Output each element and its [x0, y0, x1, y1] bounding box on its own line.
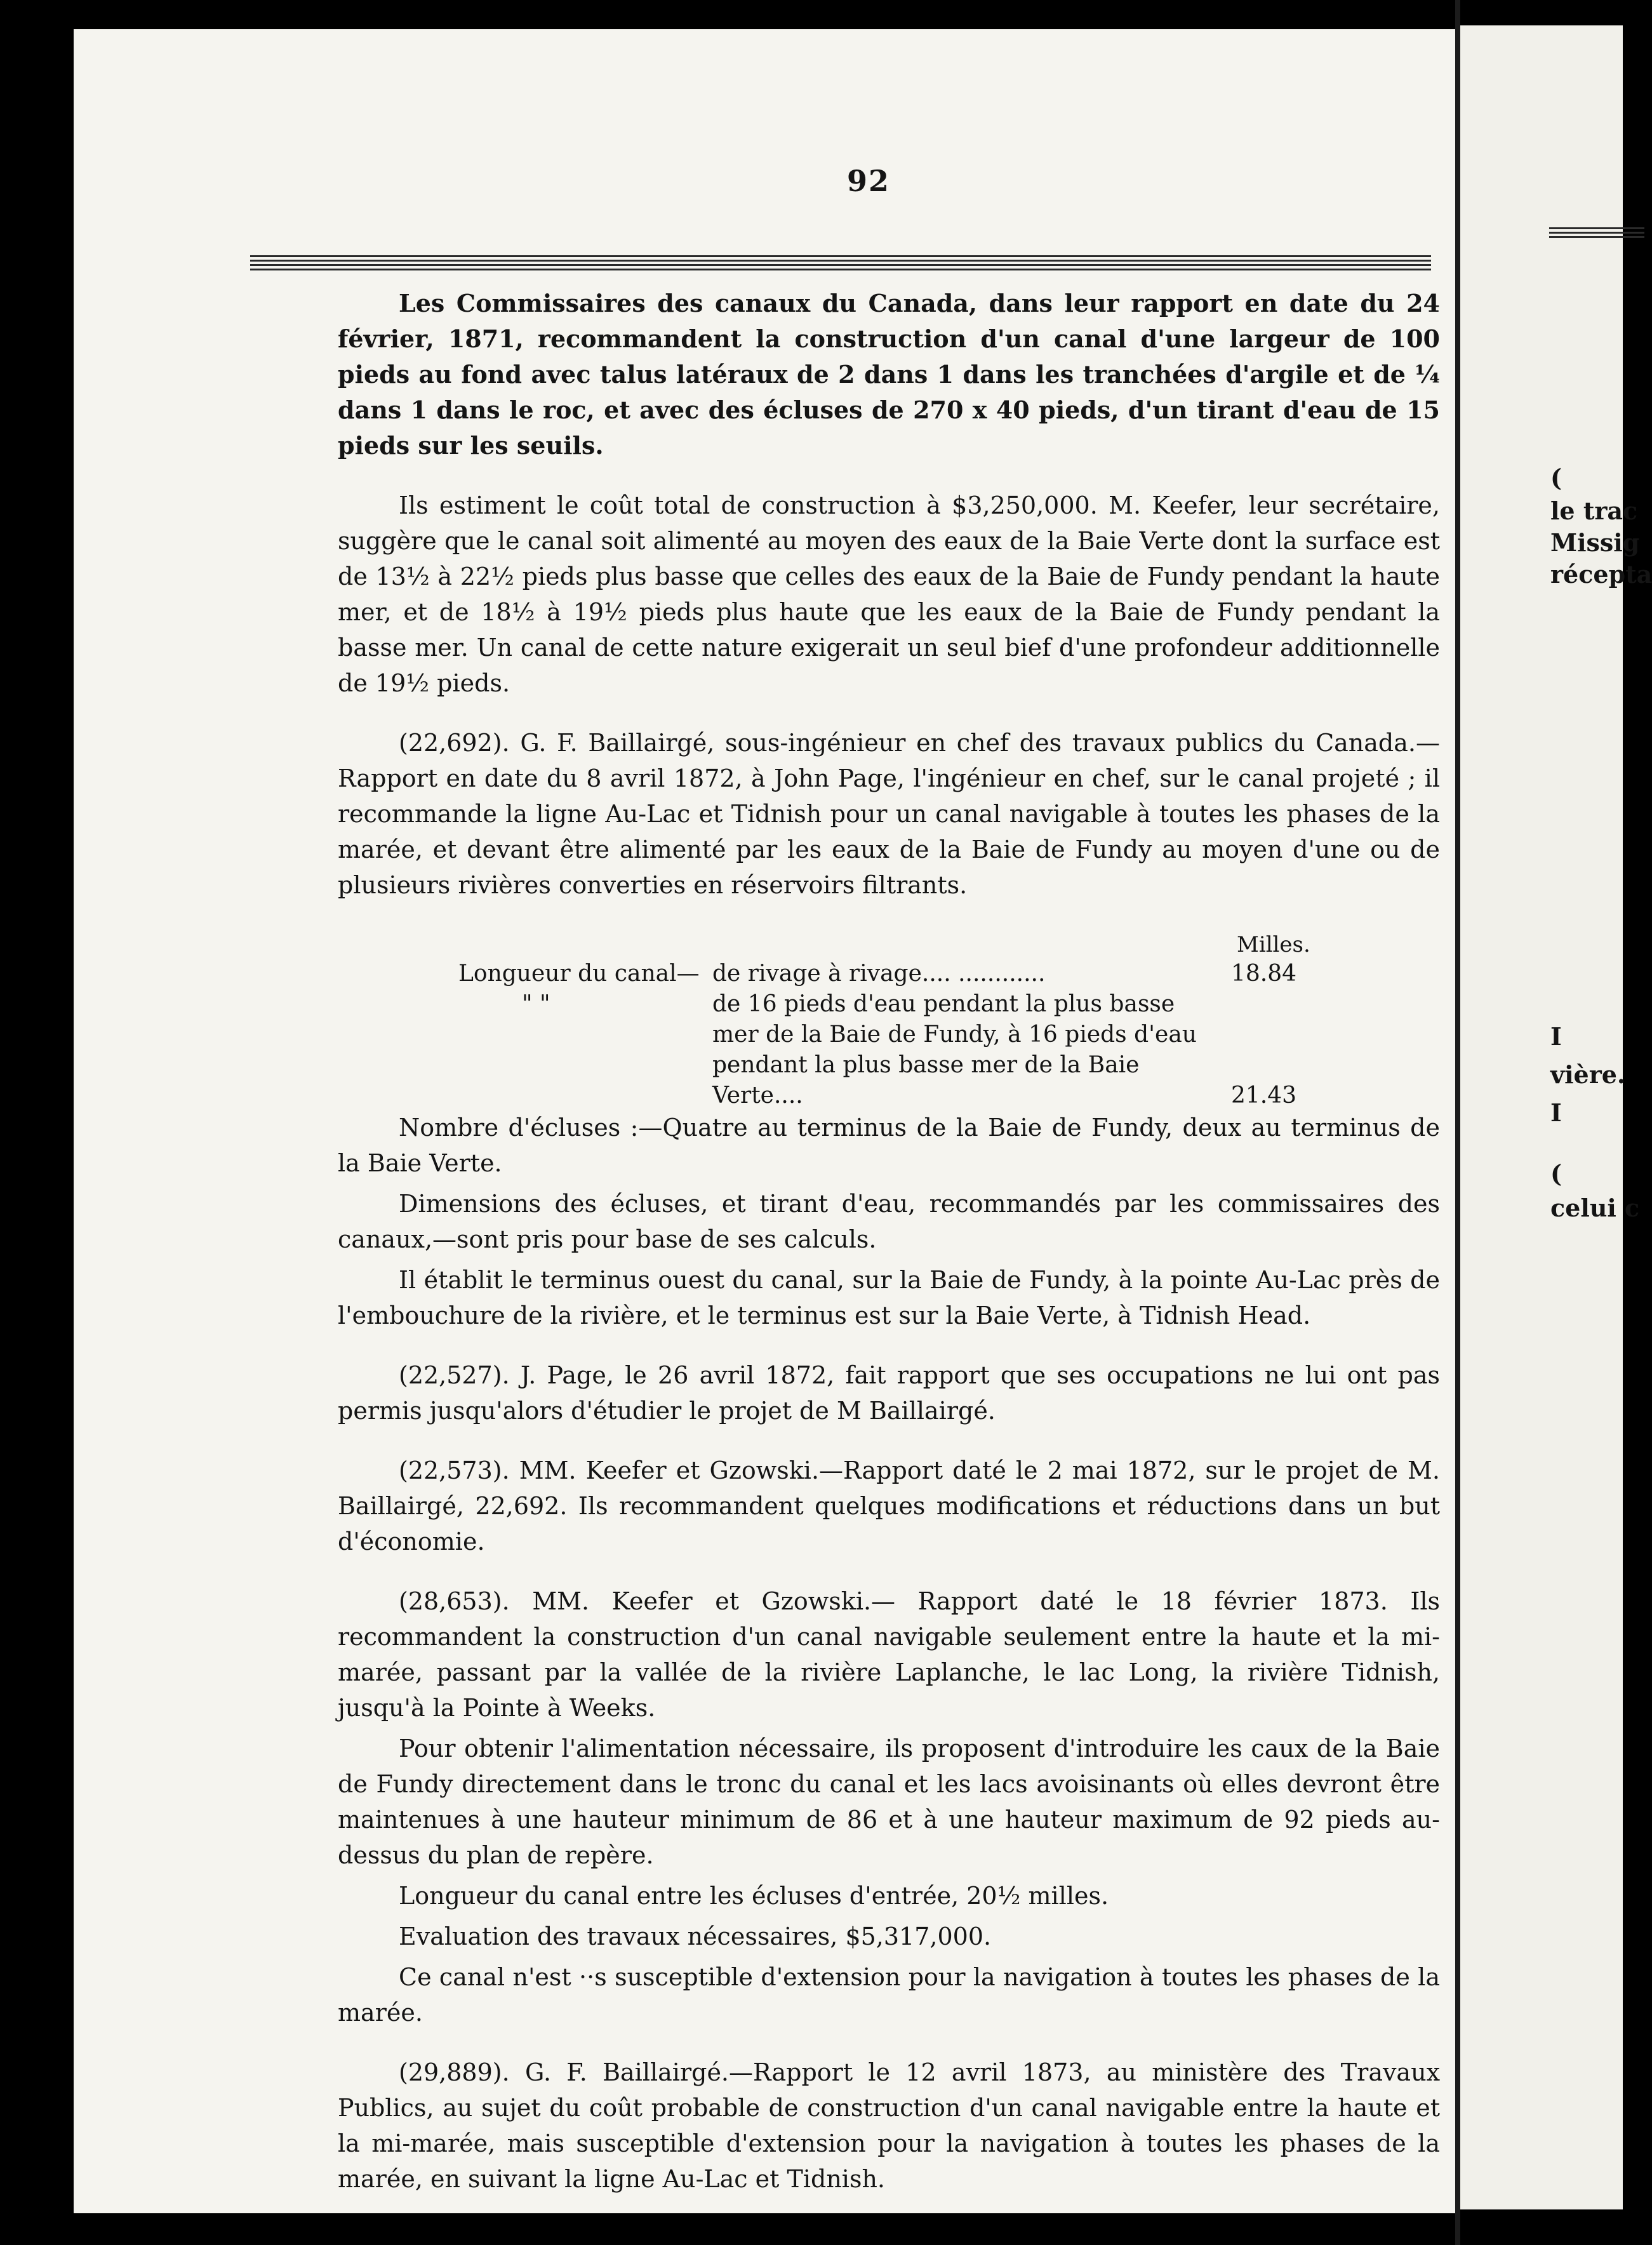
- ditto-marks: " ": [522, 991, 550, 1017]
- paragraph-keefer-22573: (22,573). MM. Keefer et Gzowski.—Rapport daté le 2 mai 1872, sur le projet de M. Baillairgé, 22,692. Ils recommandent quelques modifications et réductions dans un but d'économie.: [338, 1456, 1440, 1556]
- paragraph-baillairge-29889: (29,889). G. F. Baillairgé.—Rapport le 12 avril 1873, au ministère des Travaux Publics, au sujet du coût probable de construction d'un canal navigable entre la haute et la mi-marée, mais susceptible d'extension pour la navigation à toutes les phases de la marée, en suivant la ligne Au-Lac et Tidnish.: [338, 2058, 1440, 2193]
- paragraph-baillairge-22692: (22,692). G. F. Baillairgé, sous-ingénieur en chef des travaux publics du Canada.—Rapport en date du 8 avril 1872, à John Page, l'ingénieur en chef, sur le canal projeté ; il recommande la ligne Au-Lac et Tidnish pour un canal navigable à toutes les phases de la marée, et devant être alimenté par les eaux de la Baie de Fundy au moyen d'une ou de plusieurs rivières converties en réservoirs filtrants.: [338, 729, 1440, 899]
- paragraph-commissaires: Les Commissaires des canaux du Canada, dans leur rapport en date du 24 février, 1871, recommandent la construction d'un canal d'une largeur de 100 pieds au fond avec talus latéraux de 2 dans 1 dans les tranchées d'argile et de ¼ dans 1 dans le roc, et avec des écluses de 270 x 40 pieds, d'un tirant d'eau de 15 pieds sur les seuils.: [338, 289, 1440, 460]
- next-page-text: vière.: [1550, 1060, 1626, 1089]
- paragraph-alimentation: Pour obtenir l'alimentation nécessaire, ils proposent d'introduire les caux de la Baie de Fundy directement dans le tronc du canal et les lacs avoisinants où elles devront être maintenues à une hauteur minimum de 86 et à une hauteur maximum de 92 pieds au-dessus du plan de repère.: [338, 1735, 1440, 1869]
- next-page-text: I: [1550, 1022, 1562, 1051]
- body-text: [338, 286, 1440, 2221]
- paragraph-terminus: Il établit le terminus ouest du canal, sur la Baie de Fundy, à la pointe Au-Lac près de l'embouchure de la rivière, et le terminus est sur la Baie Verte, à Tidnish Head.: [338, 1266, 1440, 1329]
- lengths-row-value: 18.84: [1230, 961, 1296, 987]
- paragraph-page-22527: (22,527). J. Page, le 26 avril 1872, fait rapport que ses occupations ne lui ont pas permis jusqu'alors d'étudier le projet de M Baillairgé.: [338, 1361, 1440, 1425]
- lengths-row-depth: [458, 989, 1296, 1111]
- paragraph-ecluses: Nombre d'écluses :—Quatre au terminus de la Baie de Fundy, deux au terminus de la Baie Verte.: [338, 1114, 1440, 1177]
- lengths-row-description: de rivage à rivage.... ............: [712, 961, 1046, 987]
- paragraph-extension: Ce canal n'est ··s susceptible d'extension pour la navigation à toutes les phases de la marée.: [338, 1963, 1440, 2027]
- page-gutter: [1455, 0, 1460, 2245]
- canal-lengths-table: [338, 927, 1440, 1109]
- next-page-text: récepta: [1550, 560, 1652, 589]
- header-rule: [250, 255, 1431, 272]
- paragraph-evaluation: Evaluation des travaux nécessaires, $5,317,000.: [399, 1922, 992, 1950]
- next-page-text: I: [1550, 1098, 1562, 1127]
- document-page: [74, 29, 1455, 2213]
- lengths-row-label: Longueur du canal—: [458, 961, 700, 987]
- paragraph-longueur: Longueur du canal entre les écluses d'entrée, 20½ milles.: [399, 1882, 1109, 1910]
- next-page-text: (: [1550, 1159, 1562, 1188]
- next-page-rule: [1549, 227, 1644, 240]
- lengths-row-shore: [458, 959, 1296, 989]
- next-page-text: celui c: [1550, 1194, 1640, 1222]
- next-page-text: le trac: [1550, 496, 1638, 525]
- paragraph-dimensions: Dimensions des écluses, et tirant d'eau, recommandés par les commissaires des canaux,—sont pris pour base de ses calculs.: [338, 1190, 1440, 1253]
- page-number: 92: [847, 164, 891, 198]
- lengths-unit-header: Milles.: [1237, 932, 1310, 957]
- next-page-text: (: [1550, 463, 1562, 492]
- next-page-text: Missig: [1550, 528, 1640, 557]
- lengths-row-value: 21.43: [1230, 1083, 1296, 1109]
- paragraph-estimation: Ils estiment le coût total de construction à $3,250,000. M. Keefer, leur secrétaire, suggère que le canal soit alimenté au moyen des eaux de la Baie Verte dont la surface est de 13½ à 22½ pieds plus basse que celles des eaux de la Baie de Fundy pendant la haute mer, et de 18½ à 19½ pieds plus haute que les eaux de la Baie de Fundy pendant la basse mer. Un canal de cette nature exigerait un seul bief d'une profondeur additionnelle de 19½ pieds.: [338, 491, 1440, 697]
- lengths-row-description: de 16 pieds d'eau pendant la plus basse mer de la Baie de Fundy, à 16 pieds d'eau pendant la plus basse mer de la Baie Verte....: [712, 991, 1197, 1109]
- paragraph-keefer-28653: (28,653). MM. Keefer et Gzowski.— Rapport daté le 18 février 1873. Ils recommandent la construction d'un canal navigable seulement entre la haute et la mi-marée, passant par la vallée de la rivière Laplanche, le lac Long, la rivière Tidnish, jusqu'à la Pointe à Weeks.: [338, 1587, 1440, 1722]
- next-page-fragment: [1460, 25, 1652, 2209]
